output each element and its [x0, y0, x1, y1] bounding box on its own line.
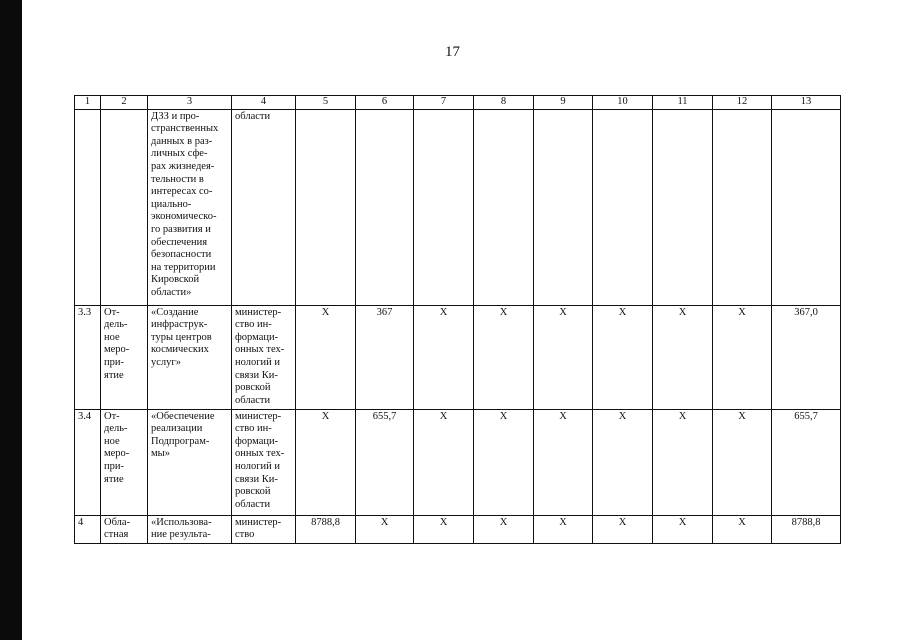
- row-4-cell-4: министер- ство: [232, 515, 296, 543]
- table-row: [75, 409, 841, 515]
- row-4-cell-6: Х: [356, 515, 414, 543]
- row-3-3-cell-11: Х: [653, 305, 713, 409]
- column-header: 2: [101, 96, 148, 110]
- row-3-3-cell-2: От- дель- ное меро- при- ятие: [101, 305, 148, 409]
- row-continuation-cell-12: [713, 109, 772, 305]
- column-header: 6: [356, 96, 414, 110]
- column-header: 13: [772, 96, 841, 110]
- row-3-4-cell-3: «Обеспечение реализации Подпрограм- мы»: [148, 409, 232, 515]
- row-3-3-cell-7: Х: [414, 305, 474, 409]
- scan-edge-bar: [0, 0, 22, 640]
- row-3-3-cell-13: 367,0: [772, 305, 841, 409]
- row-3-3-cell-6: 367: [356, 305, 414, 409]
- page-number: 17: [445, 44, 460, 60]
- row-3-4-cell-7: Х: [414, 409, 474, 515]
- row-3-4-cell-11: Х: [653, 409, 713, 515]
- row-continuation-cell-5: [296, 109, 356, 305]
- row-4-cell-11: Х: [653, 515, 713, 543]
- row-4-cell-2: Обла- стная: [101, 515, 148, 543]
- column-header: 12: [713, 96, 772, 110]
- row-continuation-cell-9: [534, 109, 593, 305]
- row-3-3-cell-10: Х: [593, 305, 653, 409]
- column-header: 7: [414, 96, 474, 110]
- row-continuation-cell-8: [474, 109, 534, 305]
- row-continuation-cell-1: [75, 109, 101, 305]
- row-3-4-cell-12: Х: [713, 409, 772, 515]
- row-3-4-cell-1: 3.4: [75, 409, 101, 515]
- table-row: [75, 305, 841, 409]
- row-4-cell-8: Х: [474, 515, 534, 543]
- row-continuation-cell-4: области: [232, 109, 296, 305]
- row-4-cell-7: Х: [414, 515, 474, 543]
- row-3-3-cell-1: 3.3: [75, 305, 101, 409]
- row-continuation-cell-11: [653, 109, 713, 305]
- row-3-3-cell-12: Х: [713, 305, 772, 409]
- column-header: 4: [232, 96, 296, 110]
- row-4-cell-10: Х: [593, 515, 653, 543]
- row-3-3-cell-4: министер- ство ин- формаци- онных тех- нологий и связи Ки- ровской области: [232, 305, 296, 409]
- row-4-cell-13: 8788,8: [772, 515, 841, 543]
- header-row: [75, 96, 841, 110]
- column-header: 3: [148, 96, 232, 110]
- row-continuation-cell-10: [593, 109, 653, 305]
- row-3-4-cell-2: От- дель- ное меро- при- ятие: [101, 409, 148, 515]
- row-continuation-cell-2: [101, 109, 148, 305]
- column-header: 8: [474, 96, 534, 110]
- row-continuation-cell-7: [414, 109, 474, 305]
- column-header: 1: [75, 96, 101, 110]
- row-4-cell-3: «Использова- ние результа-: [148, 515, 232, 543]
- column-header: 9: [534, 96, 593, 110]
- row-4-cell-9: Х: [534, 515, 593, 543]
- column-header: 11: [653, 96, 713, 110]
- row-3-4-cell-13: 655,7: [772, 409, 841, 515]
- row-3-4-cell-8: Х: [474, 409, 534, 515]
- row-continuation-cell-13: [772, 109, 841, 305]
- column-header: 5: [296, 96, 356, 110]
- row-3-4-cell-5: Х: [296, 409, 356, 515]
- row-continuation-cell-6: [356, 109, 414, 305]
- row-4-cell-1: 4: [75, 515, 101, 543]
- row-3-4-cell-10: Х: [593, 409, 653, 515]
- row-3-3-cell-3: «Создание инфраструк- туры центров космических услуг»: [148, 305, 232, 409]
- table-row: [75, 515, 841, 543]
- row-continuation-cell-3: ДЗЗ и про- странственных данных в раз- личных сфе- рах жизнедея- тельности в интересах со- циально- экономическо- го развития и обеспечения безопасности на территории Кировской области»: [148, 109, 232, 305]
- program-table: [74, 95, 841, 544]
- row-3-4-cell-4: министер- ство ин- формаци- онных тех- нологий и связи Ки- ровской области: [232, 409, 296, 515]
- row-4-cell-12: Х: [713, 515, 772, 543]
- row-3-3-cell-5: Х: [296, 305, 356, 409]
- row-4-cell-5: 8788,8: [296, 515, 356, 543]
- row-3-4-cell-9: Х: [534, 409, 593, 515]
- table-row: [75, 109, 841, 305]
- column-header: 10: [593, 96, 653, 110]
- row-3-3-cell-9: Х: [534, 305, 593, 409]
- row-3-4-cell-6: 655,7: [356, 409, 414, 515]
- row-3-3-cell-8: Х: [474, 305, 534, 409]
